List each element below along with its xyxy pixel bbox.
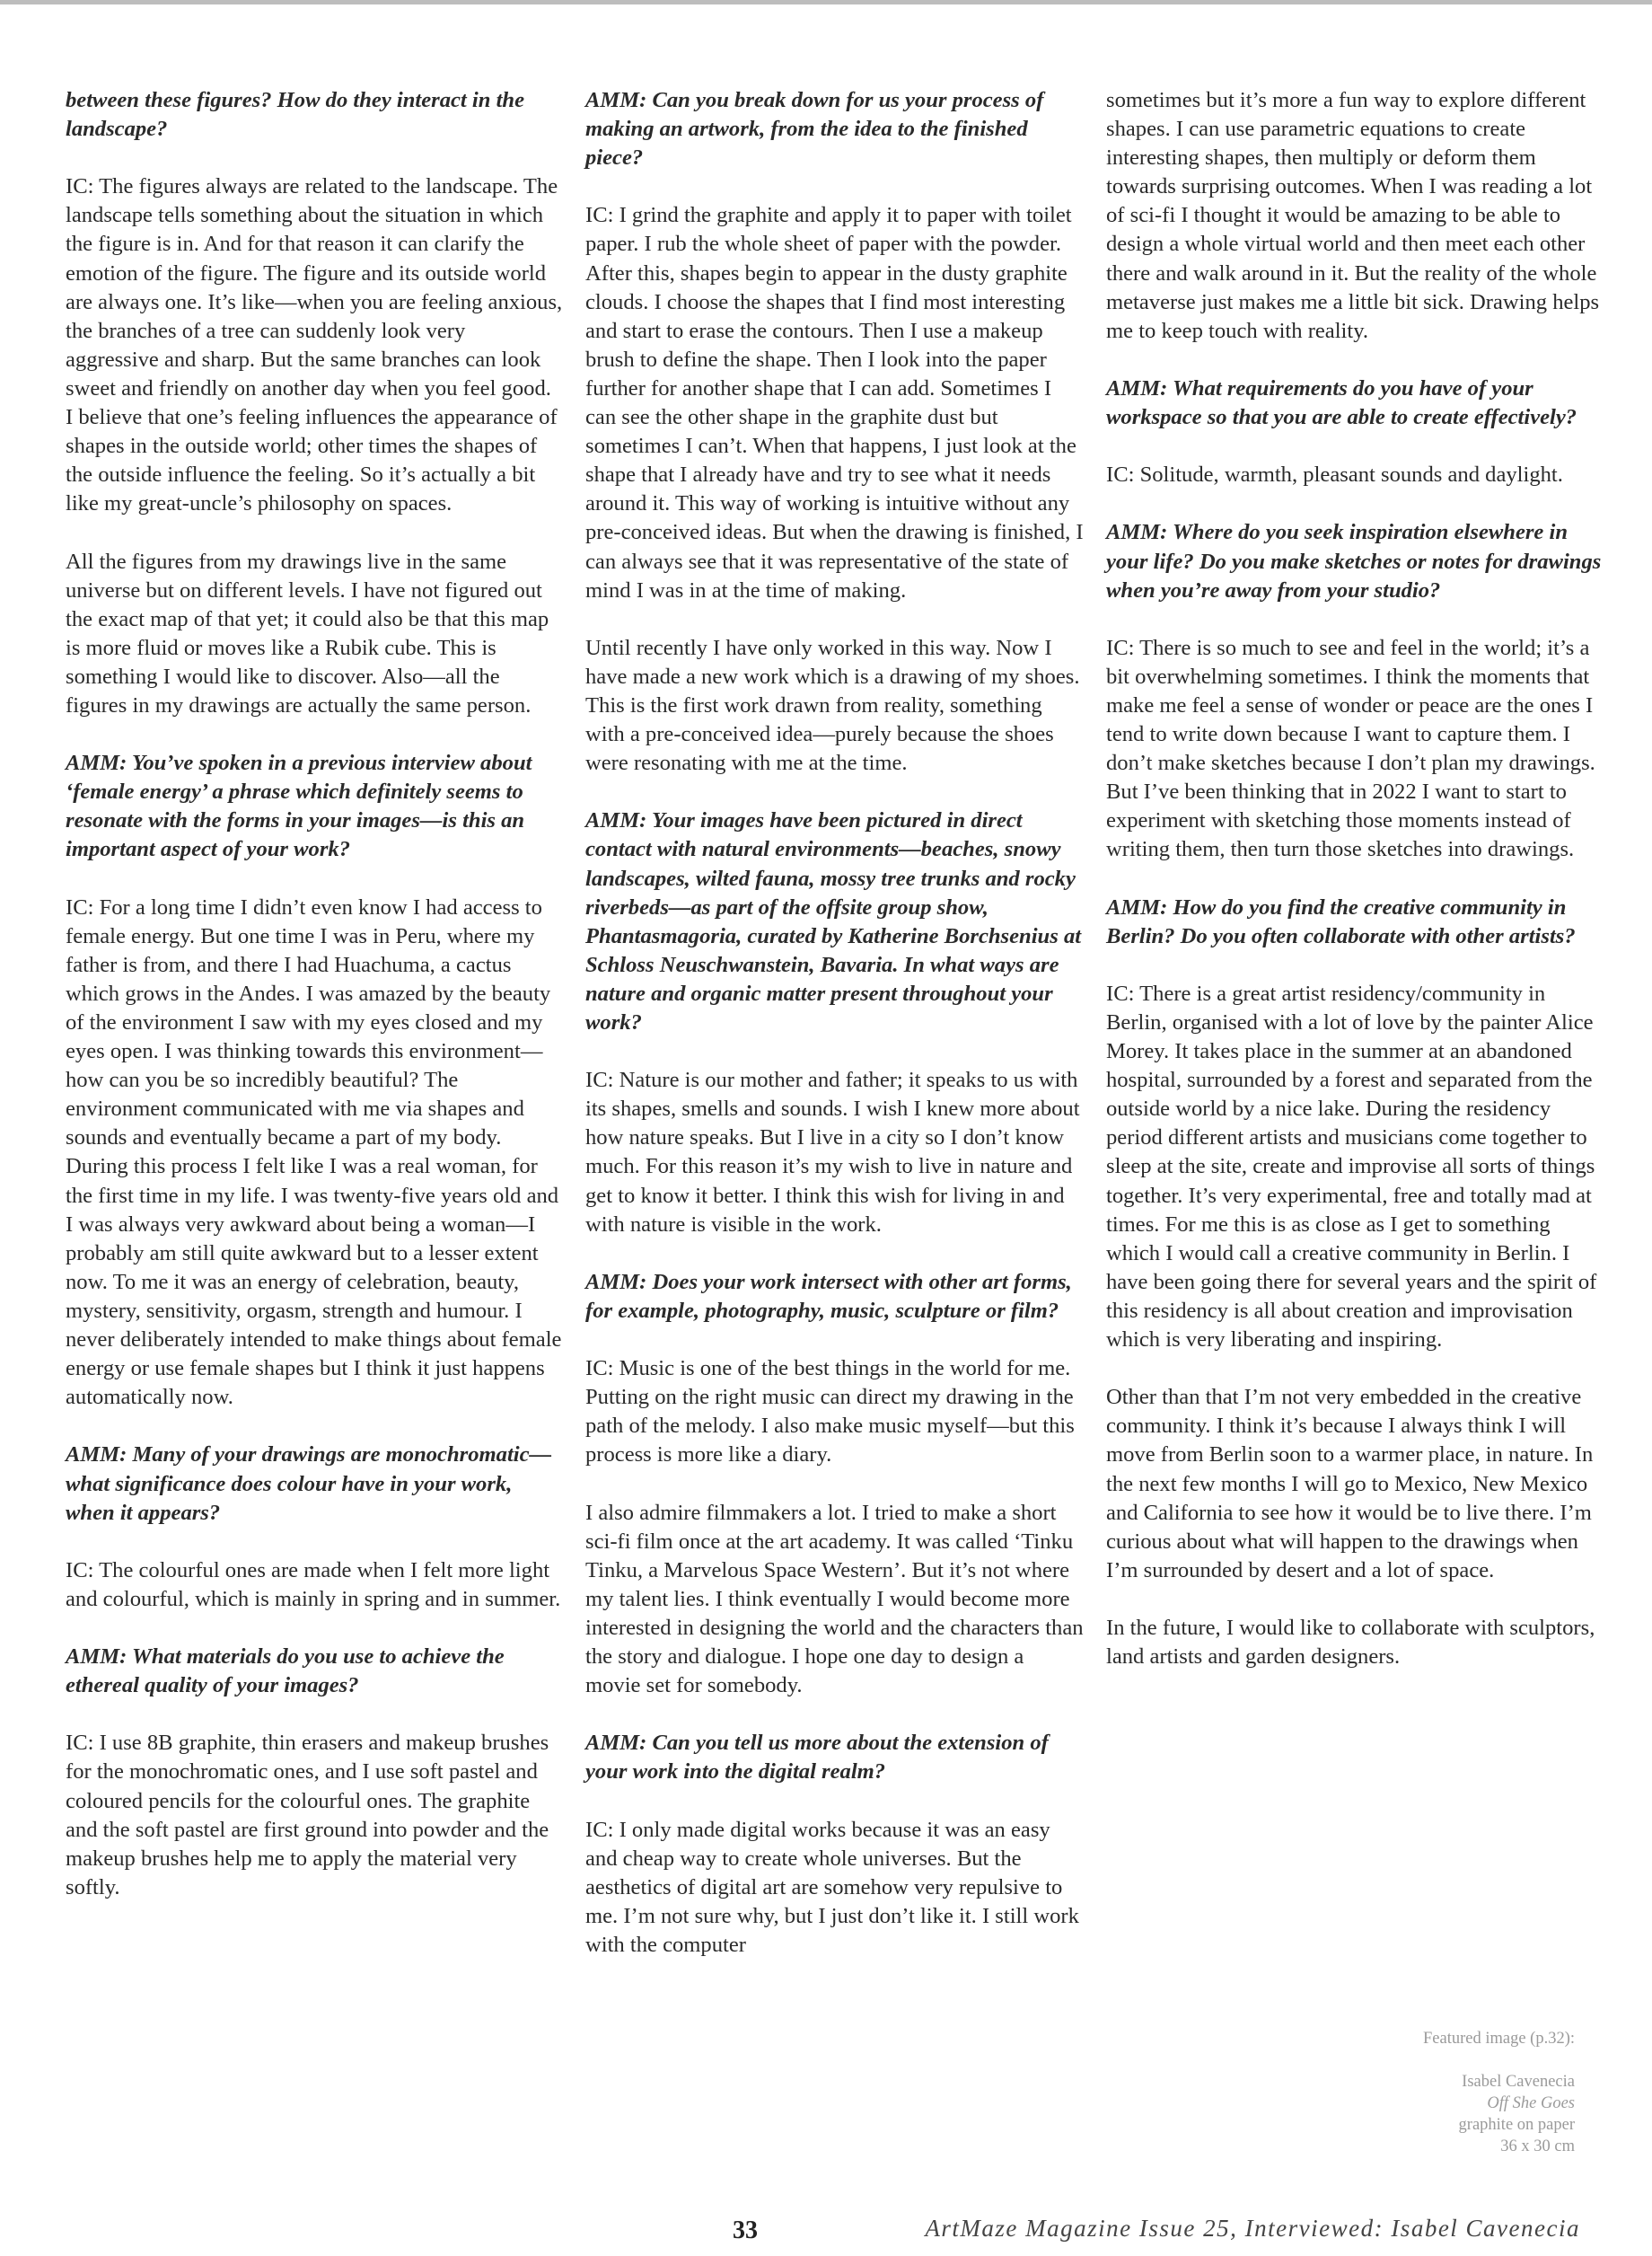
interview-answer: IC: The colourful ones are made when I felt more light and colourful, which is mainly in spring and in summer. (66, 1557, 561, 1611)
interview-answer: sometimes but it’s more a fun way to explore different shapes. I can use parametric equations to create interesting shapes, then multiply or deform them towards surprising outcomes. When I was reading a lot of sci-fi I thought it would be amazing to be able to design a whole virtual world and then meet each other there and walk around in it. But the reality of the whole metaverse just makes me a little bit sick. Drawing helps me to keep touch with reality. (1106, 88, 1600, 343)
page-number: 33 (733, 2216, 758, 2244)
caption-title: Off She Goes (1487, 2094, 1575, 2112)
interview-answer: IC: Nature is our mother and father; it speaks to us with its shapes, smells and sounds. I wish I knew more about how nature speaks. But I live in a city so I don’t know much. For this reason it’s my wish to live in nature and get to know it better. I think this wish for living in and with nature is visible in the work. (585, 1068, 1080, 1237)
interview-question: AMM: Many of your drawings are monochromatic—what significance does colour have in your work, when it appears? (66, 1442, 552, 1525)
interview-question: AMM: What requirements do you have of your workspace so that you are able to create effectively? (1106, 375, 1577, 430)
interview-question: AMM: Can you break down for us your process of making an artwork, from the idea to the finished piece? (585, 88, 1044, 171)
featured-image-caption (1293, 2028, 1575, 2157)
running-footer: ArtMaze Magazine Issue 25, Interviewed: Isabel Cavenecia (925, 2215, 1580, 2242)
caption-artist: Isabel Cavenecia (1462, 2073, 1575, 2091)
interview-answer: In the future, I would like to collaborate with sculptors, land artists and garden designers. (1106, 1615, 1595, 1670)
interview-answer: IC: I grind the graphite and apply it to paper with toilet paper. I rub the whole sheet of paper with the powder. After this, shapes begin to appear in the dusty graphite clouds. I choose the shapes that I find most interesting and start to erase the contours. Then I use a makeup brush to define the shape. Then I look into the paper further for another shape that I can add. Sometimes I can see the other shape in the graphite dust but sometimes I can’t. When that happens, I just look at the shape that I already have and try to see what it needs around it. This way of working is intuitive without any pre-conceived ideas. But when the drawing is finished, I can always see that it was representative of the state of mind I was in at the time of making. (585, 203, 1084, 603)
interview-answer: I also admire filmmakers a lot. I tried to make a short sci-fi film once at the art academy. It was called ‘Tinku Tinku, a Marvelous Space Western’. But it’s not where my talent lies. I think eventually I would become more interested in designing the world and the characters than the story and dialogue. I hope one day to design a movie set for somebody. (585, 1500, 1084, 1698)
interview-answer: Other than that I’m not very embedded in the creative community. I think it’s because I always think I will move from Berlin soon to a warmer place, in nature. In the next few months I will go to Mexico, New Mexico and California to see how it would be to live there. I’m curious about what will happen to the drawings when I’m surrounded by desert and a lot of space. (1106, 1385, 1594, 1582)
interview-answer: IC: The figures always are related to the landscape. The landscape tells something about the situation in which the figure is in. And for that reason it can clarify the emotion of the figure. The figure and its outside world are always one. It’s like—when you are feeling anxious, the branches of a tree can suddenly look very aggressive and sharp. But the same branches can look sweet and friendly on another day when you feel good. I believe that one’s feeling influences the appearance of shapes in the outside world; other times the shapes of the outside influence the feeling. So it’s actually a bit like my great-uncle’s philosophy on spaces. (66, 174, 563, 516)
interview-question: between these figures? How do they interact in the landscape? (66, 88, 524, 142)
interview-question: AMM: Does your work intersect with other art forms, for example, photography, music, sculpture or film? (585, 1269, 1072, 1323)
interview-question: AMM: Your images have been pictured in direct contact with natural environments—beaches, snowy landscapes, wilted fauna, mossy tree trunks and rocky riverbeds—as part of the offsite group show, Phantasmagoria, curated by Katherine Borchsenius at Schloss Neuschwanstein, Bavaria. In what ways are nature and organic matter present throughout your work? (585, 808, 1082, 1035)
caption-size: 36 x 30 cm (1500, 2137, 1575, 2155)
interview-answer: IC: Music is one of the best things in the world for me. Putting on the right music can direct my drawing in the path of the melody. I also make music myself—but this process is more like a diary. (585, 1356, 1075, 1467)
interview-question: AMM: Where do you seek inspiration elsewhere in your life? Do you make sketches or notes for drawings when you’re away from your studio? (1106, 520, 1602, 603)
interview-question: AMM: You’ve spoken in a previous interview about ‘female energy’ a phrase which definitely seems to resonate with the forms in your images—is this an important aspect of your work? (66, 751, 532, 862)
interview-answer: IC: I use 8B graphite, thin erasers and makeup brushes for the monochromatic ones, and I use soft pastel and coloured pencils for the colourful ones. The graphite and the soft pastel are first ground into powder and the makeup brushes help me to apply the material very softly. (66, 1731, 549, 1899)
text-column-1 (66, 86, 564, 1931)
interview-answer: IC: There is a great artist residency/community in Berlin, organised with a lot of love by the painter Alice Morey. It takes place in the summer at an abandoned hospital, surrounded by a forest and separated from the outside world by a nice lake. During the residency period different artists and musicians come together to sleep at the site, create and improvise all sorts of things together. It’s very experimental, free and totally mad at times. For me this is as close as I get to something which I would call a creative community in Berlin. I have been going there for several years and the spirit of this residency is all about creation and improvisation which is very liberating and inspiring. (1106, 981, 1597, 1353)
interview-answer: IC: There is so much to see and feel in the world; it’s a bit overwhelming sometimes. I think the moments that make me feel a sense of wonder or peace are the ones I tend to write down because I want to capture them. I don’t make sketches because I don’t plan my drawings. But I’ve been thinking that in 2022 I want to start to experiment with sketching those moments instead of writing them, then turn those sketches into drawings. (1106, 635, 1595, 862)
interview-answer: IC: Solitude, warmth, pleasant sounds and daylight. (1106, 463, 1563, 488)
top-rule (0, 0, 1652, 4)
interview-question: AMM: What materials do you use to achieve the ethereal quality of your images? (66, 1644, 505, 1698)
interview-answer: IC: I only made digital works because it was an easy and cheap way to create whole universes. But the aesthetics of digital art are somehow very repulsive to me. I’m not sure why, but I just don’t like it. I still work with the computer (585, 1817, 1079, 1957)
text-column-3 (1106, 86, 1604, 1700)
interview-answer: Until recently I have only worked in this way. Now I have made a new work which is a drawing of my shoes. This is the first work drawn from reality, something with a pre-conceived idea—purely because the shoes were resonating with me at the time. (585, 635, 1080, 776)
interview-question: AMM: Can you tell us more about the extension of your work into the digital realm? (585, 1731, 1049, 1785)
caption-medium: graphite on paper (1458, 2116, 1575, 2134)
caption-heading: Featured image (p.32): (1422, 2030, 1575, 2048)
interview-question: AMM: How do you find the creative community in Berlin? Do you often collaborate with other artists? (1106, 894, 1576, 948)
interview-answer: IC: For a long time I didn’t even know I had access to female energy. But one time I was in Peru, where my father is from, and there I had Huachuma, a cactus which grows in the Andes. I was amazed by the beauty of the environment I saw with my eyes closed and my eyes open. I was thinking towards this environment—how can you be so incredibly beautiful? The environment communicated with me via shapes and sounds and eventually became a part of my body. During this process I felt like I was a real woman, for the first time in my life. I was twenty-five years old and I was always very awkward about being a woman—I probably am still quite awkward but to a lesser extent now. To me it was an energy of celebration, beauty, mystery, sensitivity, orgasm, strength and humour. I never deliberately intended to make things about female energy or use female shapes but I think it just happens automatically now. (66, 894, 562, 1410)
interview-answer: All the figures from my drawings live in the same universe but on different levels. I have not figured out the exact map of that yet; it could also be that this map is more fluid or moves like a Rubik cube. This is something I would like to discover. Also—all the figures in my drawings are actually the same person. (66, 549, 549, 718)
text-column-2 (585, 86, 1084, 1988)
